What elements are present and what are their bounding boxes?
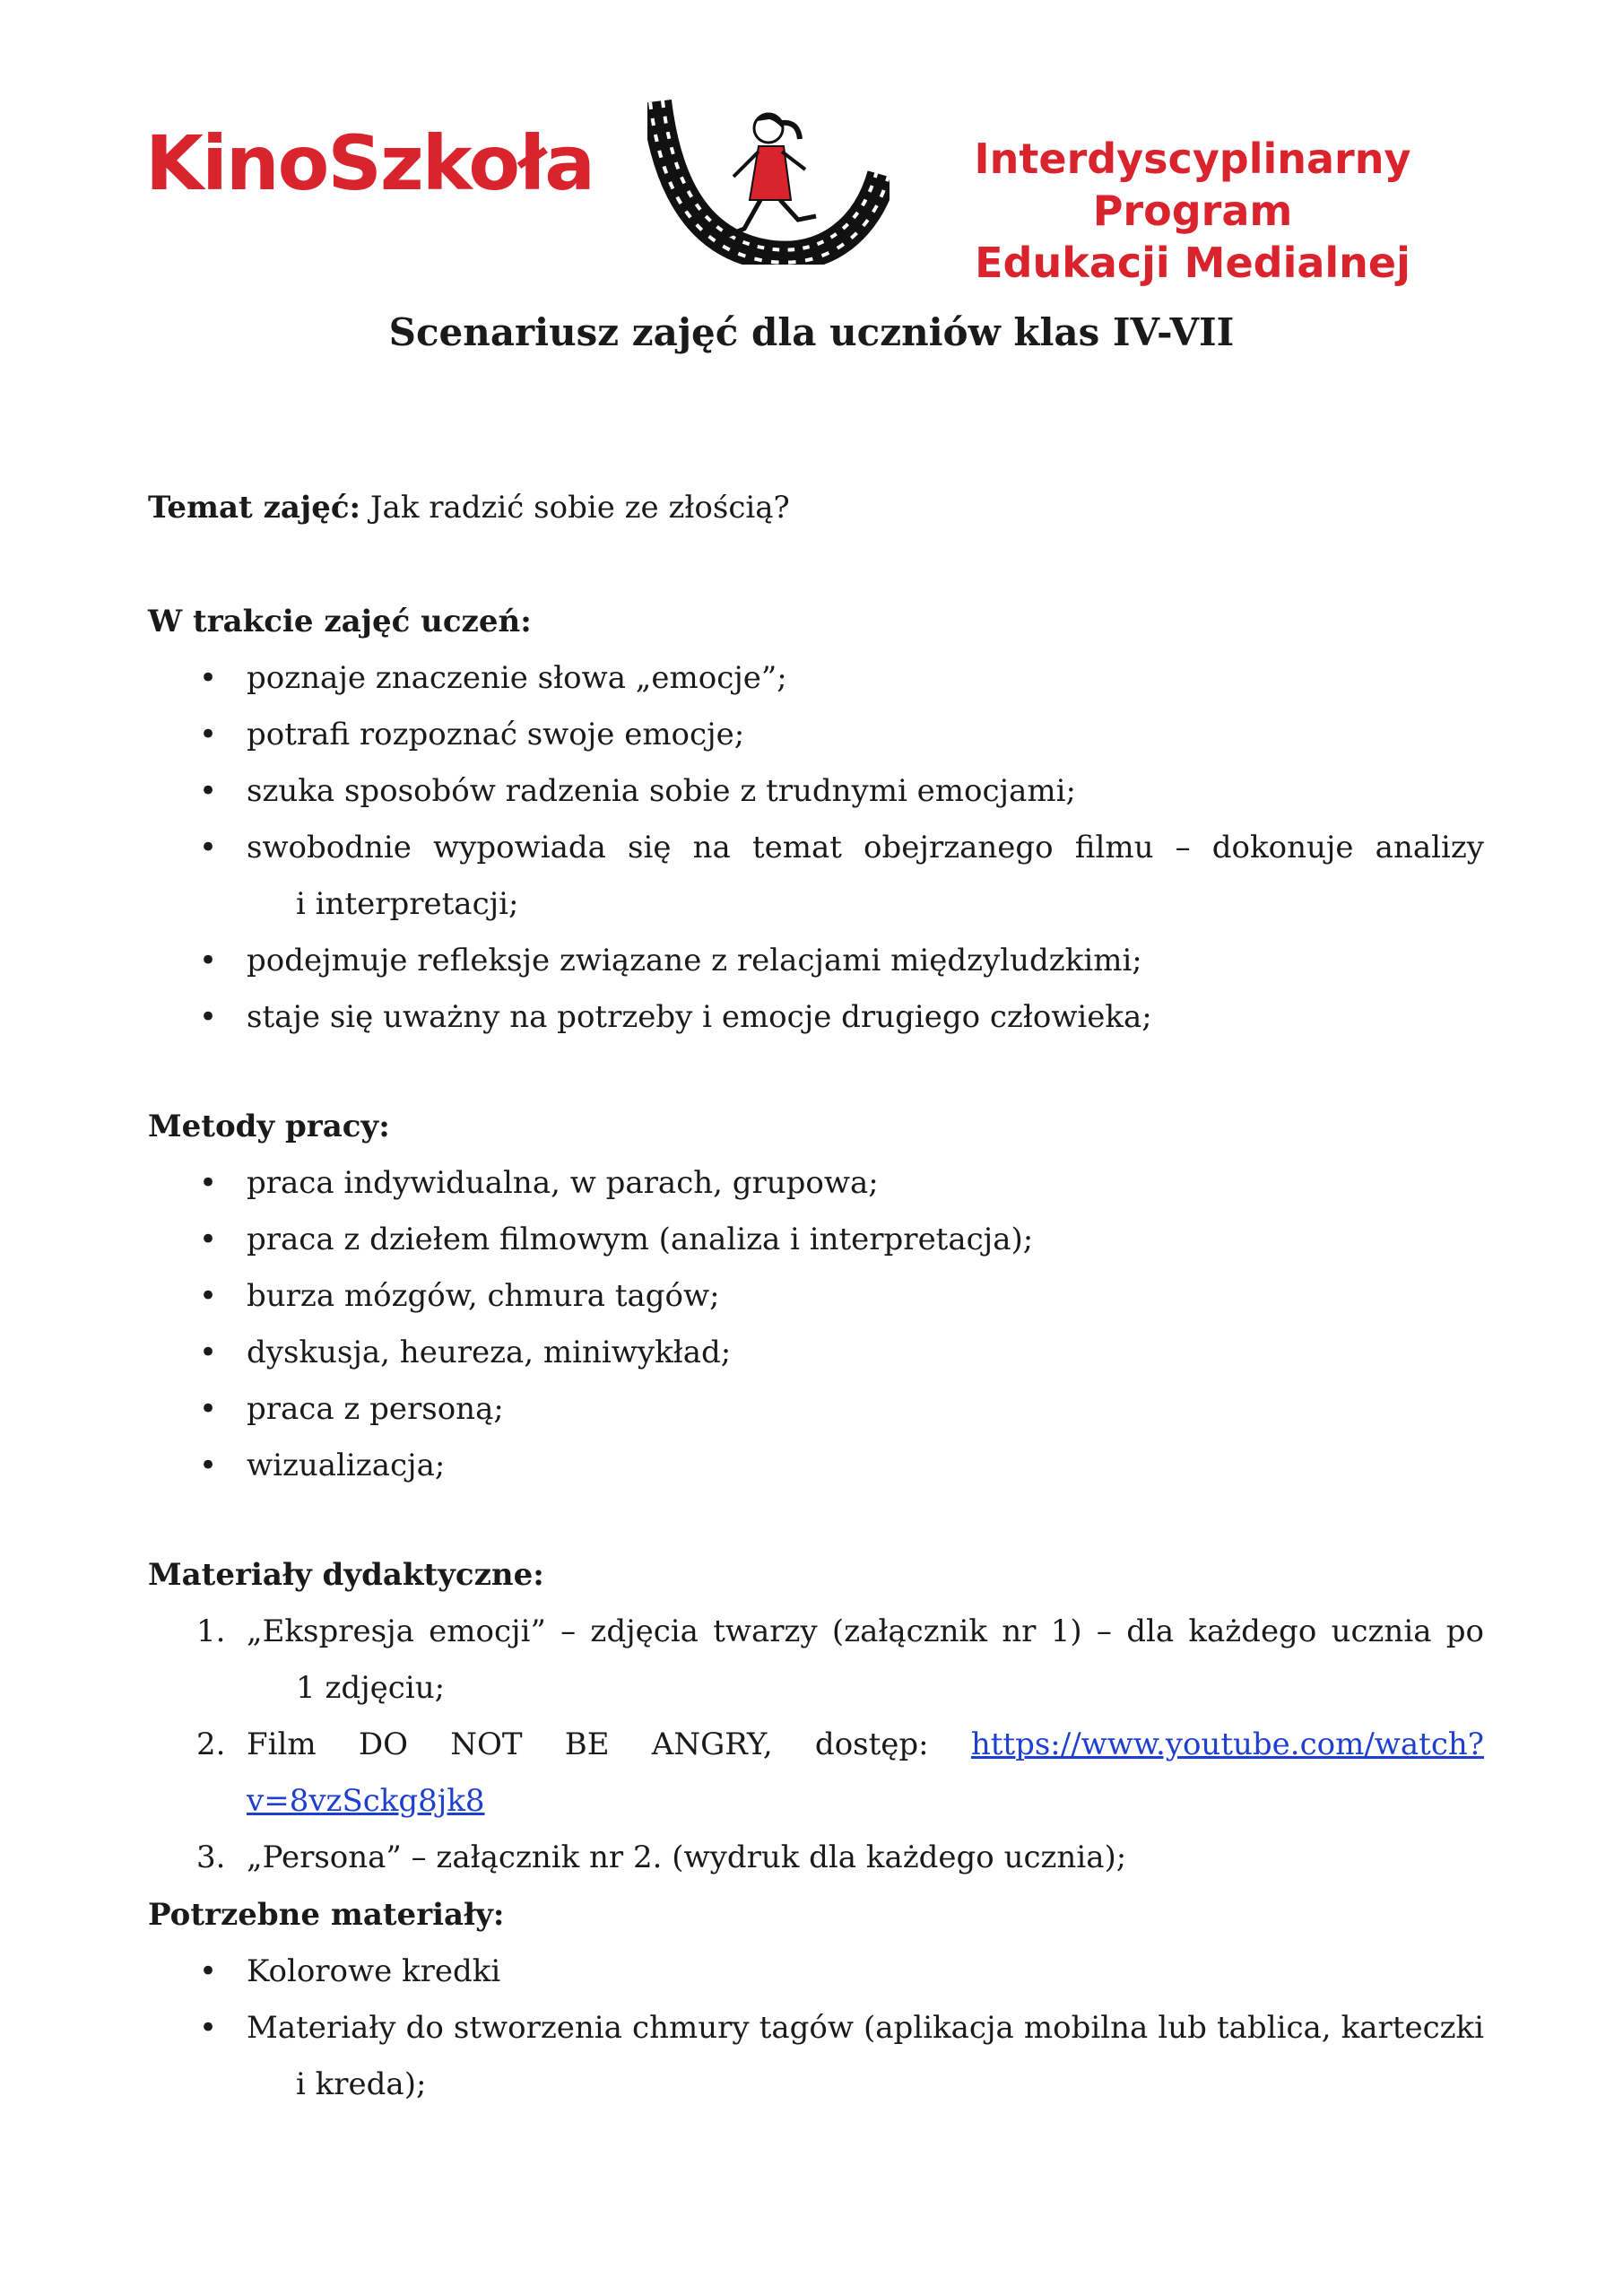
numbered-item-text: „Ekspresja emocji” – zdjęcia twarzy (załącznik nr 1) – dla każdego ucznia po xyxy=(247,1613,1484,1649)
bullet-icon: • xyxy=(199,830,218,865)
numbered-item-text: „Persona” – załącznik nr 2. (wydruk dla każdego ucznia); xyxy=(247,1839,1127,1875)
list-item-text: potrafi rozpoznać swoje emocje; xyxy=(247,717,745,752)
bullet-icon: • xyxy=(199,717,218,752)
bullet-icon: • xyxy=(199,1222,218,1257)
needed-materials-heading: Potrzebne materiały: xyxy=(148,1897,505,1933)
list-item xyxy=(148,1438,1484,1494)
objectives-section xyxy=(148,594,1484,1046)
list-item-text: dyskusja, heureza, miniwykład; xyxy=(247,1335,732,1370)
topic-section xyxy=(148,480,1484,536)
list-item-text: staje się uważny na potrzeby i emocje drugiego człowieka; xyxy=(247,999,1152,1035)
list-item xyxy=(148,1381,1484,1438)
list-item xyxy=(148,707,1484,763)
list-item xyxy=(148,1944,1484,2000)
list-item-text: burza mózgów, chmura tagów; xyxy=(247,1278,720,1314)
objectives-heading: W trakcie zajęć uczeń: xyxy=(148,604,532,639)
list-item-continuation: i kreda); xyxy=(296,2066,427,2102)
bullet-icon: • xyxy=(199,1391,218,1427)
bullet-icon: • xyxy=(199,2010,218,2046)
list-item-continuation: i interpretacji; xyxy=(296,886,519,922)
list-item xyxy=(148,989,1484,1046)
list-item xyxy=(148,820,1484,933)
methods-section xyxy=(148,1099,1484,1494)
bullet-icon: • xyxy=(199,1953,218,1989)
list-item-text: podejmuje refleksje związane z relacjami międzyludzkimi; xyxy=(247,943,1142,978)
topic-value: Jak radzić sobie ze złością? xyxy=(360,490,790,526)
program-name-line-2: Edukacji Medialnej xyxy=(975,239,1410,287)
materials-heading: Materiały dydaktyczne: xyxy=(148,1557,544,1593)
numbered-item xyxy=(148,1830,1484,1886)
numbered-item xyxy=(148,1717,1484,1830)
list-item-text: swobodnie wypowiada się na temat obejrzanego filmu – dokonuje analizy xyxy=(247,830,1484,865)
bullet-icon: • xyxy=(199,1335,218,1370)
film-strip-girl-logo-icon xyxy=(647,94,890,265)
item-number: 1. xyxy=(196,1613,226,1649)
numbered-item-continuation: 1 zdjęciu; xyxy=(296,1670,446,1706)
page-title: Scenariusz zajęć dla uczniów klas IV-VII xyxy=(388,310,1235,354)
bullet-icon: • xyxy=(199,1448,218,1483)
item-number: 2. xyxy=(196,1726,226,1762)
list-item-text: Kolorowe kredki xyxy=(247,1953,501,1989)
needed-materials-section xyxy=(148,1887,1484,2113)
list-item-text: praca indywidualna, w parach, grupowa; xyxy=(247,1165,879,1201)
numbered-item xyxy=(148,1604,1484,1717)
bullet-icon: • xyxy=(199,773,218,809)
list-item xyxy=(148,763,1484,820)
list-item xyxy=(148,2000,1484,2113)
bullet-icon: • xyxy=(199,943,218,978)
list-item xyxy=(148,650,1484,707)
list-item xyxy=(148,1268,1484,1325)
list-item xyxy=(148,1212,1484,1268)
list-item-text: wizualizacja; xyxy=(247,1448,446,1483)
list-item-text: Materiały do stworzenia chmury tagów (aplikacja mobilna lub tablica, karteczki xyxy=(247,2010,1484,2046)
list-item xyxy=(148,1155,1484,1212)
list-item-text: szuka sposobów radzenia sobie z trudnymi emocjami; xyxy=(247,773,1076,809)
program-name-line-1: Interdyscyplinarny Program xyxy=(974,135,1411,235)
bullet-icon: • xyxy=(199,660,218,696)
film-youtube-link[interactable]: https://www.youtube.com/watch?v=8vzSckg8jk8 xyxy=(247,1726,1484,1819)
list-item xyxy=(148,1325,1484,1381)
page-header xyxy=(0,0,1623,287)
topic-label: Temat zajęć: xyxy=(148,490,361,526)
methods-heading: Metody pracy: xyxy=(148,1109,390,1144)
list-item xyxy=(148,933,1484,989)
list-item-text: praca z personą; xyxy=(247,1391,504,1427)
bullet-icon: • xyxy=(199,1278,218,1314)
list-item-text: praca z dziełem filmowym (analiza i interpretacja); xyxy=(247,1222,1034,1257)
list-item-text: poznaje znaczenie słowa „emocje”; xyxy=(247,660,787,696)
materials-section xyxy=(148,1547,1484,1886)
bullet-icon: • xyxy=(199,1165,218,1201)
kinoszkola-logo-text: KinoSzkoła xyxy=(145,119,594,207)
item-number: 3. xyxy=(196,1839,226,1875)
bullet-icon: • xyxy=(199,999,218,1035)
program-name xyxy=(897,133,1488,289)
numbered-item-text: Film DO NOT BE ANGRY, dostęp: xyxy=(247,1726,971,1762)
